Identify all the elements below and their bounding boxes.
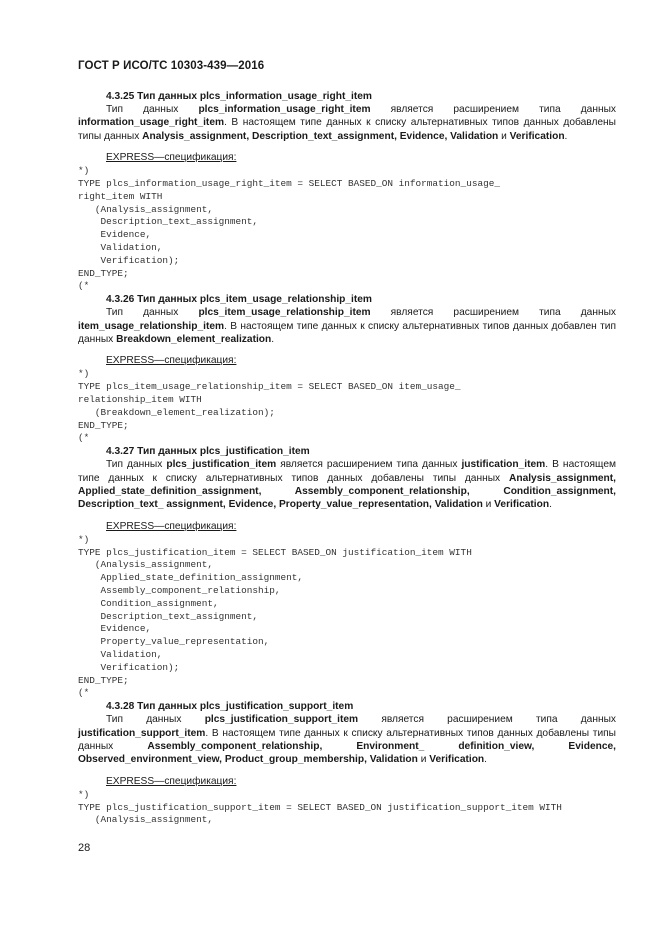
bold-term: Verification [509,130,565,142]
paragraph-text: . [549,499,552,511]
section-4-3-28 [78,700,616,827]
paragraph-text: . В настоящем типе данных к списку альтернативных типов данных добавлены типы данных [78,459,616,484]
standard-header: ГОСТ Р ИСО/ТС 10303-439—2016 [78,60,265,72]
bold-term: plcs_justification_support_item [204,714,359,726]
paragraph-text: и [498,130,510,142]
bold-term: justification_support_item [78,727,206,739]
bold-term: Verification [429,754,485,766]
bold-term: Breakdown_element_realization [116,334,272,345]
section-paragraph [78,458,616,512]
paragraph-text: . В настоящем типе данных к списку альтернативных типов данных добавлен тип данных [78,320,616,345]
paragraph-text: и [417,754,430,766]
section-paragraph [78,713,616,767]
paragraph-text: . В настоящем типе данных к списку альтернативных типов данных добавлены типы данных [78,727,616,752]
express-code: *) TYPE plcs_justification_item = SELECT BASED_ON justification_item WITH (Analysis_assignment, Applied_state_definition_assignment, Assembly_component_relationship, Condition_assignment, Description_text_assignment, Evidence, Property_value_representation, Validation, Verification); END_TYPE; (* [78,533,472,699]
section-4-3-25 [78,90,616,293]
bold-term: Analysis_assignment, Description_text_assignment, Evidence, Validation [142,130,499,142]
section-title: 4.3.27 Тип данных plcs_justification_item [106,446,310,458]
express-code: *) TYPE plcs_justification_support_item = SELECT BASED_ON justification_support_item WITH (Analysis_assignment, [78,788,562,826]
express-label: EXPRESS—спецификация: [106,355,237,367]
bold-term: Assembly_component_relationship, Environment_ definition_view, Evidence, Observed_environment_view, Product_group_membership, Validation [78,740,616,766]
paragraph-text: является расширением типа данных [358,714,617,726]
section-paragraph [78,306,616,346]
bold-term: information_usage_right_item [78,117,225,129]
bold-term: justification_item [461,459,546,471]
section-4-3-26 [78,293,616,445]
express-label: EXPRESS—спецификация: [106,775,237,787]
section-title: 4.3.25 Тип данных plcs_information_usage_right_item [106,91,372,102]
express-label: EXPRESS—спецификация: [106,520,237,532]
bold-term: Analysis_assignment, Applied_state_definition_assignment, Assembly_component_relationship, Condition_assignment, Description_text_ assignment, Evidence, Property_value_representation, Validation [78,472,616,511]
page-content [78,90,616,827]
section-4-3-27 [78,445,616,700]
section-title: 4.3.28 Тип данных plcs_justification_support_item [106,701,354,713]
paragraph-text: Тип данных [106,459,167,471]
paragraph-text: является расширением типа данных [370,307,617,319]
paragraph-text: Тип данных [106,307,199,319]
express-code: *) TYPE plcs_information_usage_right_item = SELECT BASED_ON information_usage_ right_item WITH (Analysis_assignment, Description_text_assignment, Evidence, Validation, Verification); END_TYPE; (* [78,165,500,292]
paragraph-text: и [482,499,495,511]
bold-term: item_usage_relationship_item [78,320,225,332]
bold-term: Verification [494,499,550,511]
paragraph-text: . [564,130,568,142]
bold-term: plcs_item_usage_relationship_item [198,307,371,319]
paragraph-text: . В настоящем типе данных к списку альтернативных типов данных добавлены типы данных [78,117,616,142]
express-label: EXPRESS—спецификация: [106,152,237,164]
section-paragraph [78,103,616,143]
paragraph-text: . [271,334,275,345]
paragraph-text: Тип данных [106,104,199,115]
bold-term: plcs_information_usage_right_item [198,104,371,115]
paragraph-text: . [484,754,487,766]
section-title: 4.3.26 Тип данных plcs_item_usage_relationship_item [106,294,372,306]
paragraph-text: является расширением типа данных [370,104,617,115]
paragraph-text: Тип данных [106,714,205,726]
bold-term: plcs_justification_item [166,459,277,471]
page-number: 28 [78,842,91,854]
paragraph-text: является расширением типа данных [276,459,462,471]
express-code: *) TYPE plcs_item_usage_relationship_item = SELECT BASED_ON item_usage_ relationship_item WITH (Breakdown_element_realization); END_TYPE; (* [78,368,461,444]
